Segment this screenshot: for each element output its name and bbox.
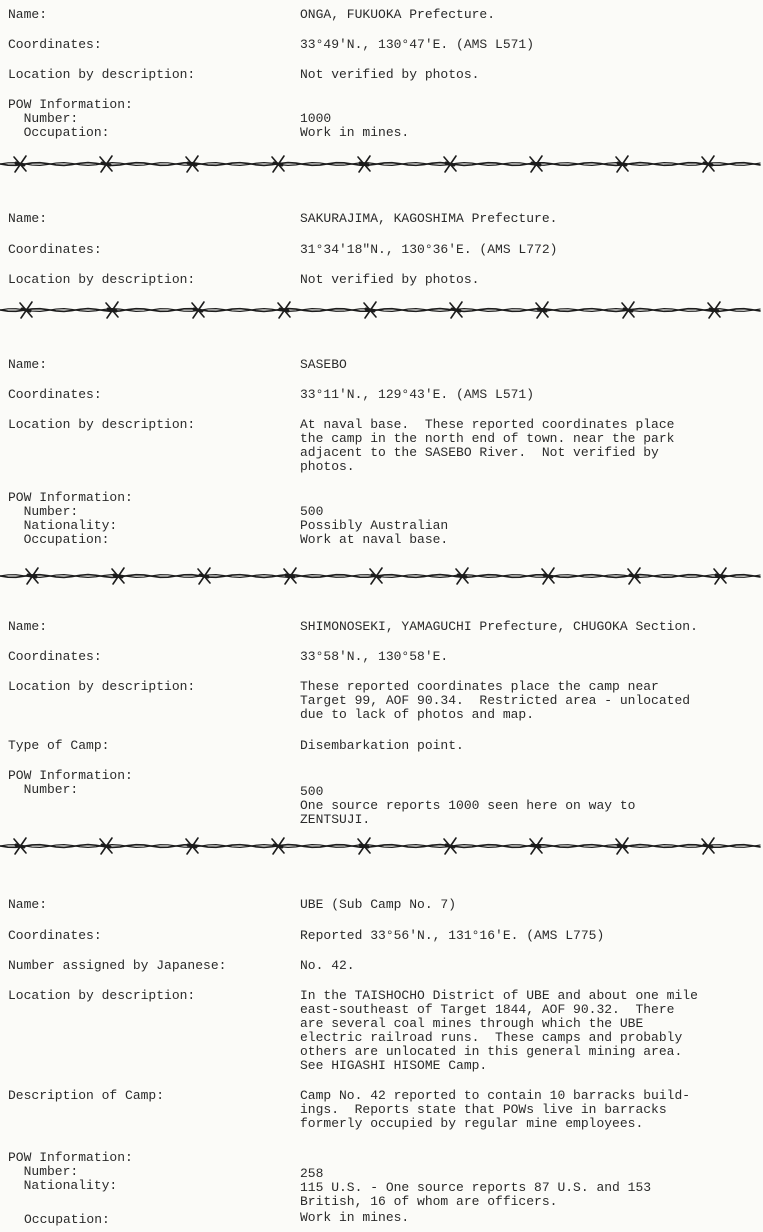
location-value: In the TAISHOCHO District of UBE and about one mile east-southeast of Target 1844, AOF 90.32. There are several coal mines through which the UBE electric railroad runs. These camps and probably others are unlocated in this general mining area. See HIGASHI HISOME Camp. <box>300 988 698 1073</box>
barb-knot <box>616 156 628 172</box>
name-label: Name: <box>8 7 48 22</box>
occupation-value: Work in mines. <box>300 1210 410 1225</box>
camp-type-label: Type of Camp: <box>8 738 110 753</box>
number-label: Number: <box>8 1164 79 1179</box>
coordinates-value: 31°34'18"N., 130°36'E. (AMS L772) <box>300 242 558 257</box>
pow-note: One source reports 1000 seen here on way to ZENTSUJI. <box>300 798 636 827</box>
barb-knot <box>106 302 118 318</box>
barb-knot <box>702 156 714 172</box>
pow-info-label: POW Information: <box>8 490 133 505</box>
location-label: Location by description: <box>8 67 196 82</box>
barb-knot <box>100 156 112 172</box>
number-label: Number: <box>8 111 79 126</box>
barb-knot <box>622 302 634 318</box>
barb-knot <box>14 156 26 172</box>
barb-knot <box>272 838 284 854</box>
number-value: 500 <box>300 504 324 519</box>
barb-knot <box>186 838 198 854</box>
barb-knot <box>112 568 124 584</box>
barb-knot <box>358 156 370 172</box>
coordinates-value: 33°49'N., 130°47'E. (AMS L571) <box>300 37 535 52</box>
camp-name: SASEBO <box>300 357 347 372</box>
barbed-wire-graphic <box>0 834 763 858</box>
barb-knot <box>192 302 204 318</box>
location-label: Location by description: <box>8 988 196 1003</box>
location-value: These reported coordinates place the camp near Target 99, AOF 90.34. Restricted area - unlocated due to lack of photos and map. <box>300 679 691 722</box>
occupation-value: Work in mines. <box>300 125 410 140</box>
name-label: Name: <box>8 211 48 226</box>
location-value: Not verified by photos. <box>300 67 480 82</box>
barb-knot <box>100 838 112 854</box>
pow-info-label: POW Information: <box>8 97 133 112</box>
occupation-value: Work at naval base. <box>300 532 449 547</box>
nationality-value: 115 U.S. - One source reports 87 U.S. and 153 British, 16 of whom are officers. <box>300 1180 652 1209</box>
barb-knot <box>444 156 456 172</box>
barb-knot <box>358 838 370 854</box>
camp-name: SHIMONOSEKI, YAMAGUCHI Prefecture, CHUGOKA Section. <box>300 619 698 634</box>
coordinates-value: 33°58'N., 130°58'E. <box>300 649 449 664</box>
barb-knot <box>370 568 382 584</box>
coordinates-label: Coordinates: <box>8 649 102 664</box>
location-label: Location by description: <box>8 679 196 694</box>
pow-info-label: POW Information: <box>8 1150 133 1165</box>
number-label: Number: <box>8 782 79 797</box>
number-value: 258 <box>300 1166 324 1181</box>
barb-knot <box>272 156 284 172</box>
barb-knot <box>186 156 198 172</box>
barbed-wire-divider <box>0 152 763 176</box>
nationality-label: Nationality: <box>8 1178 118 1193</box>
location-value: At naval base. These reported coordinates place the camp in the north end of town. near the park adjacent to the SASEBO River. Not verified by photos. <box>300 417 675 474</box>
barbed-wire-divider <box>0 834 763 858</box>
barbed-wire-graphic <box>0 152 763 176</box>
barb-knot <box>284 568 296 584</box>
occupation-label: Occupation: <box>8 125 110 140</box>
barb-knot <box>20 302 32 318</box>
camp-name: ONGA, FUKUOKA Prefecture. <box>300 7 496 22</box>
barb-knot <box>450 302 462 318</box>
barb-knot <box>702 838 714 854</box>
barb-knot <box>530 156 542 172</box>
barb-knot <box>714 568 726 584</box>
location-label: Location by description: <box>8 417 196 432</box>
coordinates-label: Coordinates: <box>8 37 102 52</box>
number-label: Number: <box>8 504 79 519</box>
barb-knot <box>444 838 456 854</box>
coordinates-value: 33°11'N., 129°43'E. (AMS L571) <box>300 387 535 402</box>
number-value: 1000 <box>300 111 332 126</box>
assigned-number-value: No. 42. <box>300 958 355 973</box>
number-value: 500 <box>300 784 324 799</box>
barbed-wire-graphic <box>0 564 763 588</box>
occupation-label: Occupation: <box>24 1212 110 1227</box>
barb-knot <box>198 568 210 584</box>
barb-knot <box>542 568 554 584</box>
nationality-label: Nationality: <box>8 518 118 533</box>
barb-knot <box>456 568 468 584</box>
barb-knot <box>708 302 720 318</box>
coordinates-label: Coordinates: <box>8 928 102 943</box>
barb-knot <box>364 302 376 318</box>
coordinates-label: Coordinates: <box>8 387 102 402</box>
description-label: Description of Camp: <box>8 1088 165 1103</box>
barb-knot <box>278 302 290 318</box>
barbed-wire-graphic <box>0 298 763 322</box>
barbed-wire-divider <box>0 564 763 588</box>
location-value: Not verified by photos. <box>300 272 480 287</box>
camp-name: UBE (Sub Camp No. 7) <box>300 897 457 912</box>
camp-name: SAKURAJIMA, KAGOSHIMA Prefecture. <box>300 211 558 226</box>
name-label: Name: <box>8 357 48 372</box>
barb-knot <box>616 838 628 854</box>
description-value: Camp No. 42 reported to contain 10 barracks build- ings. Reports state that POWs live in barracks formerly occupied by regular mine employees. <box>300 1088 691 1131</box>
barbed-wire-divider <box>0 298 763 322</box>
barb-knot <box>26 568 38 584</box>
barb-knot <box>628 568 640 584</box>
name-label: Name: <box>8 619 48 634</box>
barb-knot <box>14 838 26 854</box>
nationality-value: Possibly Australian <box>300 518 449 533</box>
camp-type-value: Disembarkation point. <box>300 738 464 753</box>
pow-info-label: POW Information: <box>8 768 133 783</box>
barb-knot <box>530 838 542 854</box>
coordinates-value: Reported 33°56'N., 131°16'E. (AMS L775) <box>300 928 605 943</box>
name-label: Name: <box>8 897 48 912</box>
barb-knot <box>536 302 548 318</box>
assigned-number-label: Number assigned by Japanese: <box>8 958 227 973</box>
occupation-label: Occupation: <box>8 532 110 547</box>
location-label: Location by description: <box>8 272 196 287</box>
coordinates-label: Coordinates: <box>8 242 102 257</box>
